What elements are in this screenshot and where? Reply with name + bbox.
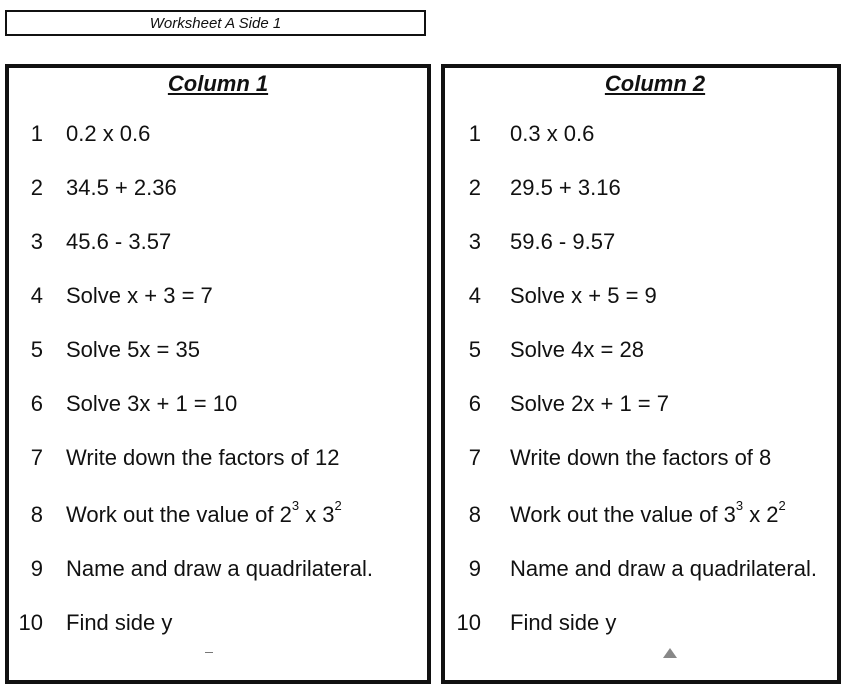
- question-2: [445, 175, 837, 205]
- question-number: 8: [30, 502, 43, 527]
- question-number: 9: [30, 556, 43, 581]
- question-2: [9, 175, 427, 205]
- question-number: 10: [18, 610, 43, 635]
- question-text: Write down the factors of 8: [510, 445, 772, 470]
- question-8: [445, 498, 837, 532]
- question-8: [9, 498, 427, 532]
- exponent: 2: [778, 498, 786, 513]
- question-5: [9, 337, 427, 367]
- question-text: [66, 498, 342, 528]
- question-text-part: Work out the value of 3: [510, 502, 736, 527]
- question-text: Solve 3x + 1 = 10: [66, 391, 238, 416]
- question-text: 45.6 - 3.57: [66, 229, 172, 254]
- question-text: 59.6 - 9.57: [510, 229, 616, 254]
- question-text: 0.3 x 0.6: [510, 121, 595, 146]
- column-2-title: Column 2: [604, 71, 706, 96]
- question-number: 1: [468, 121, 481, 146]
- question-4: [9, 283, 427, 313]
- question-number: 1: [30, 121, 43, 146]
- question-number: 9: [468, 556, 481, 581]
- question-7: [445, 445, 837, 475]
- question-number: 7: [468, 445, 481, 470]
- question-number: 5: [30, 337, 43, 362]
- question-number: 3: [30, 229, 43, 254]
- question-number: 4: [468, 283, 481, 308]
- question-text: Solve 4x = 28: [510, 337, 644, 362]
- question-text: Solve x + 5 = 9: [510, 283, 657, 308]
- question-3: [445, 229, 837, 259]
- question-number: 8: [468, 502, 481, 527]
- question-number: 2: [468, 175, 481, 200]
- question-4: [445, 283, 837, 313]
- question-number: 6: [468, 391, 481, 416]
- exponent: 3: [291, 498, 300, 513]
- question-number: 6: [30, 391, 43, 416]
- question-3: [9, 229, 427, 259]
- question-text-part: x 2: [743, 502, 779, 527]
- question-9: [9, 556, 427, 586]
- question-text: Find side y: [510, 610, 617, 635]
- question-1: [445, 121, 837, 151]
- question-text-part: Work out the value of 2: [66, 502, 292, 527]
- question-1: [9, 121, 427, 151]
- question-text: [510, 498, 786, 528]
- column-1: [5, 64, 431, 684]
- mouse-cursor-icon: [663, 648, 677, 658]
- worksheet-title: Worksheet A Side 1: [5, 10, 426, 36]
- question-7: [9, 445, 427, 475]
- question-text: Solve 2x + 1 = 7: [510, 391, 669, 416]
- column-2: [441, 64, 841, 684]
- question-text: Solve x + 3 = 7: [66, 283, 213, 308]
- column-1-title: Column 1: [167, 71, 269, 96]
- question-text: Solve 5x = 35: [66, 337, 200, 362]
- question-text: 0.2 x 0.6: [66, 121, 151, 146]
- question-6: [9, 391, 427, 421]
- diagram-edge-fragment: [205, 652, 213, 659]
- question-text: Name and draw a quadrilateral.: [510, 556, 817, 581]
- question-text: Name and draw a quadrilateral.: [66, 556, 373, 581]
- question-text-part: x 3: [299, 502, 335, 527]
- question-number: 10: [456, 610, 481, 635]
- exponent: 3: [735, 498, 744, 513]
- question-number: 2: [30, 175, 43, 200]
- question-number: 5: [468, 337, 481, 362]
- question-6: [445, 391, 837, 421]
- question-number: 7: [30, 445, 43, 470]
- question-number: 4: [30, 283, 43, 308]
- question-5: [445, 337, 837, 367]
- question-10: [445, 610, 837, 640]
- question-text: 34.5 + 2.36: [66, 175, 177, 200]
- question-text: Find side y: [66, 610, 173, 635]
- question-9: [445, 556, 837, 586]
- question-10: [9, 610, 427, 640]
- question-text: Write down the factors of 12: [66, 445, 340, 470]
- question-text: 29.5 + 3.16: [510, 175, 621, 200]
- question-number: 3: [468, 229, 481, 254]
- exponent: 2: [334, 498, 342, 513]
